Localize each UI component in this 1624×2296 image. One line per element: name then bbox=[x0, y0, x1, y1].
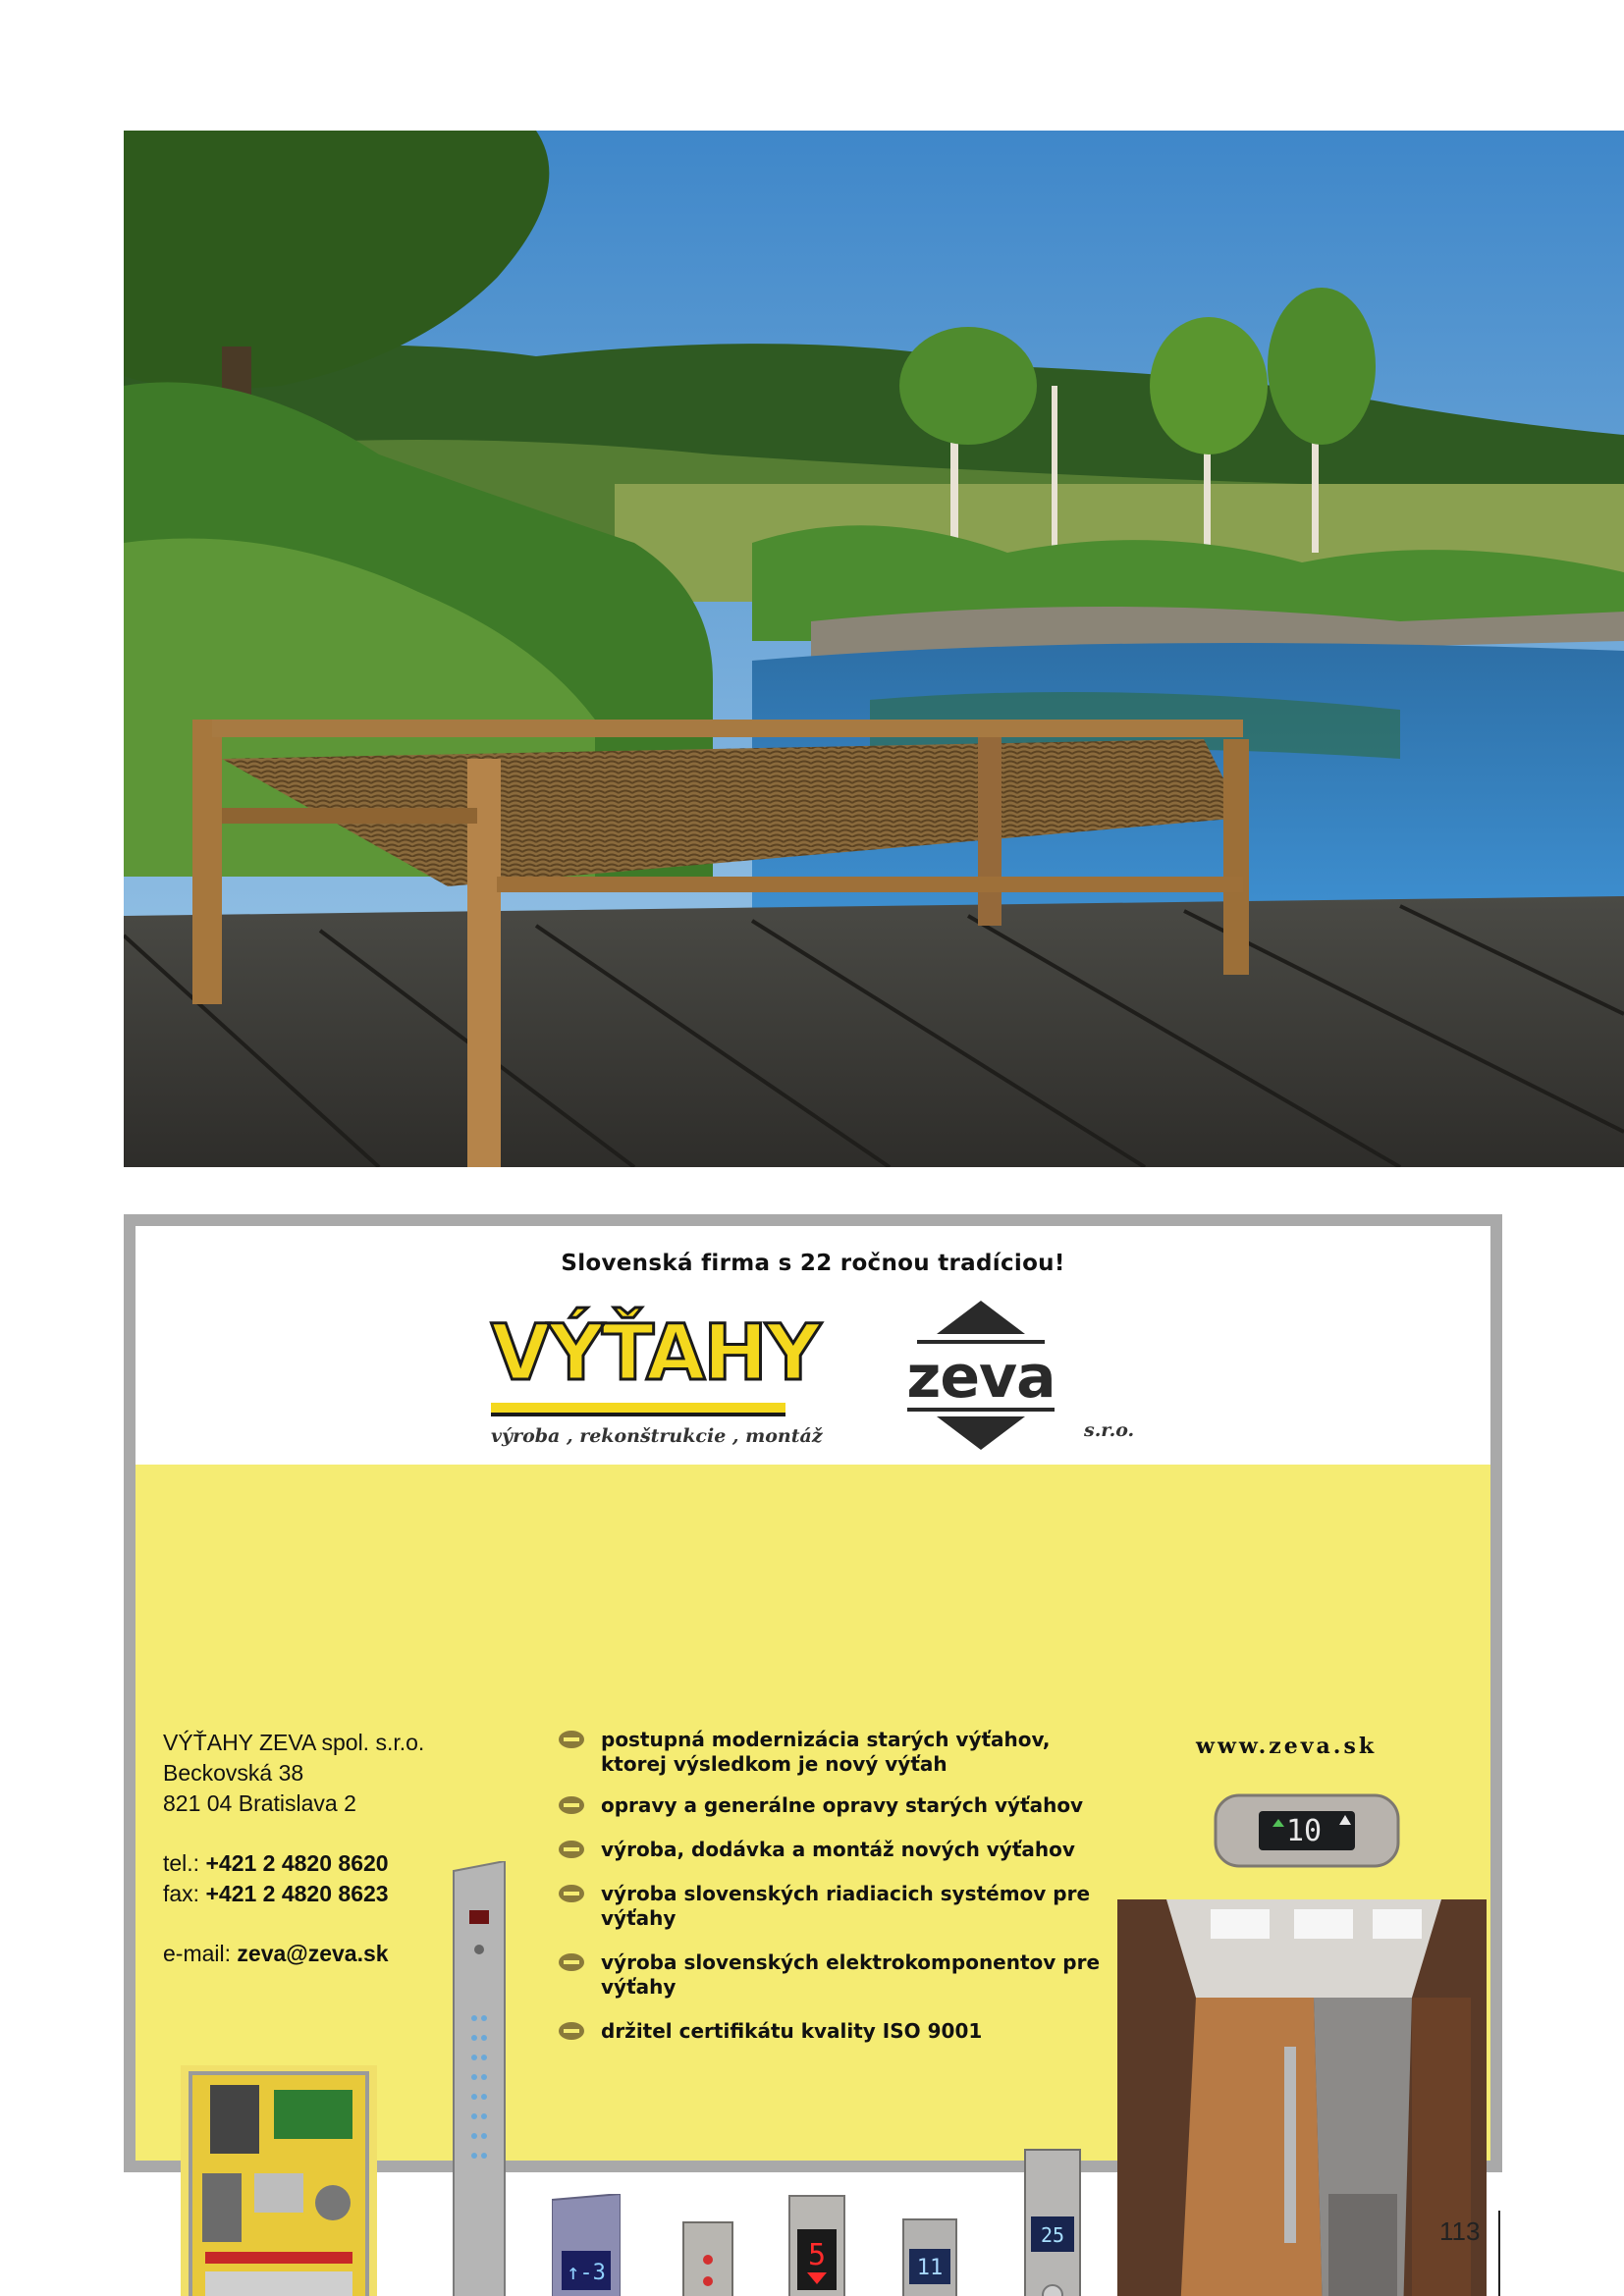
zeva-logo-suffix: s.r.o. bbox=[1084, 1419, 1135, 1441]
zeva-bullet-icon bbox=[558, 1840, 585, 1859]
garden-pond-photo bbox=[124, 131, 1624, 1167]
tall-operating-panel bbox=[452, 1861, 507, 2296]
services-list bbox=[558, 1728, 1108, 2063]
service-item bbox=[558, 1793, 1108, 1818]
zeva-bullet-icon bbox=[558, 1795, 585, 1815]
landing-panel-tall-blue bbox=[1023, 2148, 1082, 2296]
panel-3-display: 5 bbox=[807, 2238, 827, 2272]
zeva-bullet-icon bbox=[558, 1952, 585, 1972]
vytahy-logo-bar bbox=[491, 1403, 785, 1416]
service-item bbox=[558, 1882, 1108, 1931]
company-city: 821 04 Bratislava 2 bbox=[163, 1790, 356, 1816]
page-number: 113 bbox=[1439, 2216, 1481, 2246]
zeva-bullet-icon bbox=[558, 1884, 585, 1903]
email-label: e-mail: bbox=[163, 1941, 238, 1966]
control-cabinet-photo bbox=[181, 2065, 377, 2296]
service-text: výroba slovenských elektrokomponentov pre výťahy bbox=[601, 1950, 1101, 1999]
vytahy-logo-subtitle: výroba , rekonštrukcie , montáž bbox=[491, 1425, 823, 1447]
service-text: výroba, dodávka a montáž nových výťahov bbox=[601, 1838, 1075, 1861]
service-text: výroba slovenských riadiacich systémov pre výťahy bbox=[601, 1882, 1091, 1930]
landing-panel-red-dots bbox=[681, 2220, 734, 2296]
email-address[interactable]: zeva@zeva.sk bbox=[237, 1941, 389, 1966]
page-number-rule bbox=[1498, 2211, 1500, 2296]
zeva-logo bbox=[878, 1297, 1153, 1464]
landing-panel-red-matrix bbox=[787, 2194, 846, 2296]
service-text: držitel certifikátu kvality ISO 9001 bbox=[601, 2019, 983, 2043]
zeva-bullet-icon bbox=[558, 1730, 585, 1749]
service-text: postupná modernizácia starých výťahov, ktorej výsledkom je nový výťah bbox=[601, 1728, 1051, 1776]
website-link[interactable]: www.zeva.sk bbox=[1196, 1734, 1378, 1759]
ad-header-area bbox=[135, 1226, 1490, 1465]
floor-indicator-value: 10 bbox=[1285, 1814, 1323, 1848]
panel-5-display: 25 bbox=[1040, 2223, 1065, 2247]
fax-number: +421 2 4820 8623 bbox=[205, 1881, 389, 1906]
zeva-bullet-icon bbox=[558, 2021, 585, 2041]
landing-panel-small-blue bbox=[901, 2217, 958, 2296]
panel-4-display: 11 bbox=[916, 2256, 944, 2280]
phone-number[interactable]: +421 2 4820 8620 bbox=[205, 1850, 389, 1876]
company-street: Beckovská 38 bbox=[163, 1760, 304, 1786]
floor-indicator-display bbox=[1214, 1791, 1400, 1870]
zeva-logo-word: zeva bbox=[878, 1348, 1084, 1407]
service-item bbox=[558, 1838, 1108, 1862]
service-item bbox=[558, 1950, 1108, 2000]
ad-tagline: Slovenská firma s 22 ročnou tradíciou! bbox=[561, 1251, 1065, 1276]
service-item bbox=[558, 2019, 1108, 2044]
company-name: VÝŤAHY ZEVA spol. s.r.o. bbox=[163, 1730, 425, 1755]
service-item bbox=[558, 1728, 1108, 1777]
landing-panel-blue bbox=[552, 2194, 621, 2296]
panel-1-display: ↑-3 bbox=[567, 2261, 606, 2285]
vytahy-logo bbox=[491, 1309, 823, 1452]
fax-label: fax: bbox=[163, 1881, 206, 1906]
elevator-cabin-photo bbox=[1117, 1899, 1487, 2296]
vytahy-logo-word: VÝŤAHY bbox=[491, 1309, 820, 1398]
phone-label: tel.: bbox=[163, 1850, 206, 1876]
service-text: opravy a generálne opravy starých výťahov bbox=[601, 1793, 1084, 1817]
